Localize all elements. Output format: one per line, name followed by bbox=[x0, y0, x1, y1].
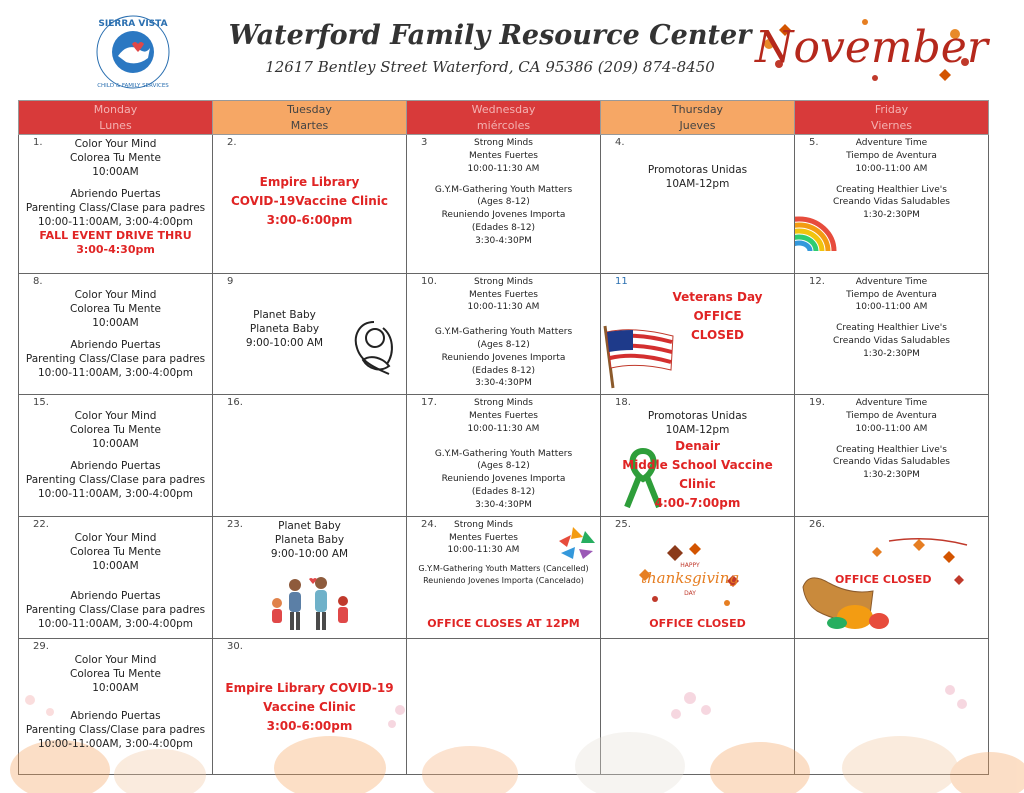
day-cell-30: 30. Empire Library COVID-19 Vaccine Clinic 3:00-6:00pm bbox=[213, 639, 407, 775]
header-thursday: Thursday Jueves bbox=[601, 101, 795, 135]
header-friday: Friday Viernes bbox=[795, 101, 989, 135]
month-banner bbox=[755, 14, 988, 84]
colorful-hands-icon bbox=[553, 521, 599, 561]
week-row bbox=[19, 135, 989, 274]
day-cell-29: 29. Color Your Mind Colorea Tu Mente 10:00AM Abriendo Puertas Parenting Class/Clase para padres 10:00-11:00AM, 3:00-4:00pm bbox=[19, 639, 213, 775]
fall-event-time: 3:00-4:30pm bbox=[76, 243, 155, 257]
day-cell-12: 12. Adventure Time Tiempo de Aventura 10:00-11:00 AM Creating Healthier Live's Creando Vidas Saludables 1:30-2:30PM bbox=[795, 273, 989, 395]
day-cell-26: 26. OFFICE CLOSED bbox=[795, 516, 989, 639]
address-line: 12617 Bentley Street Waterford, CA 95386 (209) 874-8450 bbox=[265, 58, 715, 76]
rainbow-icon bbox=[795, 213, 840, 253]
day-cell-8: 8. Color Your Mind Colorea Tu Mente 10:00AM Abriendo Puertas Parenting Class/Clase para padres 10:00-11:00AM, 3:00-4:00pm bbox=[19, 273, 213, 395]
day-cell-2: 2. Empire Library COVID-19Vaccine Clinic 3:00-6:00pm bbox=[213, 135, 407, 274]
day-cell-24: 24. Strong Minds Mentes Fuertes 10:00-11:30 AM G.Y.M-Gathering Youth Matters (Cancelled) Reuniendo Jovenes Importa (Cancelado) OFFICE CLOSES AT 12PM bbox=[407, 516, 601, 639]
svg-text:HAPPY: HAPPY bbox=[680, 561, 700, 569]
day-cell-23: 23. Planet Baby Planeta Baby 9:00-10:00 AM bbox=[213, 516, 407, 639]
day-cell-15: 15. Color Your Mind Colorea Tu Mente 10:00AM Abriendo Puertas Parenting Class/Clase para padres 10:00-11:00AM, 3:00-4:00pm bbox=[19, 395, 213, 517]
day-cell-19: 19. Adventure Time Tiempo de Aventura 10:00-11:00 AM Creating Healthier Live's Creando Vidas Saludables 1:30-2:30PM bbox=[795, 395, 989, 517]
day-cell-4: 4. Promotoras Unidas 10AM-12pm bbox=[601, 135, 795, 274]
office-closes-noon: OFFICE CLOSES AT 12PM bbox=[427, 616, 580, 630]
fall-event-title: FALL EVENT DRIVE THRU bbox=[39, 229, 192, 243]
week-row bbox=[19, 516, 989, 639]
american-flag-icon bbox=[601, 322, 680, 390]
header-tuesday: Tuesday Martes bbox=[213, 101, 407, 135]
page-title: Waterford Family Resource Center bbox=[228, 20, 752, 51]
office-closed-26: OFFICE CLOSED bbox=[835, 572, 932, 586]
day-cell-11: 11 Veterans Day OFFICE CLOSED bbox=[601, 273, 795, 395]
day-cell-1: 1. Color Your Mind Colorea Tu Mente 10:00AM Abriendo Puertas Parenting Class/Clase para padres 10:00-11:00AM, 3:00-4:00pm FALL EVENT DRIVE THRU 3:00-4:30pm bbox=[19, 135, 213, 274]
logo-bottom-text: CHILD & FAMILY SERVICES bbox=[97, 83, 169, 89]
day-cell-22: 22. Color Your Mind Colorea Tu Mente 10:00AM Abriendo Puertas Parenting Class/Clase para padres 10:00-11:00AM, 3:00-4:00pm bbox=[19, 516, 213, 639]
day-cell-25: 25. HAPPY thanksgiving DAY OFFICE CLOSED bbox=[601, 516, 795, 639]
day-cell-empty-a bbox=[407, 639, 601, 775]
svg-text:thanksgiving: thanksgiving bbox=[640, 568, 740, 587]
family-icon bbox=[265, 577, 365, 633]
mother-baby-icon bbox=[349, 318, 399, 380]
day-cell-empty-b bbox=[601, 639, 795, 775]
day-cell-16: 16. bbox=[213, 395, 407, 517]
week-row bbox=[19, 273, 989, 395]
day-cell-10: 10. Strong Minds Mentes Fuertes 10:00-11:30 AM G.Y.M-Gathering Youth Matters (Ages 8-12) Reuniendo Jovenes Importa (Edades 8-12) 3:30-4:30PM bbox=[407, 273, 601, 395]
day-cell-empty-c bbox=[795, 639, 989, 775]
month-title: November bbox=[755, 22, 988, 73]
week-row bbox=[19, 639, 989, 775]
day-cell-5: 5. Adventure Time Tiempo de Aventura 10:00-11:00 AM Creating Healthier Live's Creando Vidas Saludables 1:30-2:30PM bbox=[795, 135, 989, 274]
header-wednesday: Wednesday miércoles bbox=[407, 101, 601, 135]
header-monday: Monday Lunes bbox=[19, 101, 213, 135]
logo-top-text: SIERRA VISTA bbox=[98, 19, 168, 29]
day-cell-17: 17. Strong Minds Mentes Fuertes 10:00-11:30 AM G.Y.M-Gathering Youth Matters (Ages 8-12) Reuniendo Jovenes Importa (Edades 8-12) 3:30-4:30PM bbox=[407, 395, 601, 517]
week-row bbox=[19, 395, 989, 517]
day-cell-9: 9 Planet Baby Planeta Baby 9:00-10:00 AM bbox=[213, 273, 407, 395]
thanksgiving-icon bbox=[635, 539, 745, 611]
calendar-grid bbox=[18, 100, 989, 775]
weekday-header-row bbox=[19, 101, 989, 135]
day-cell-3: 3 Strong Minds Mentes Fuertes 10:00-11:30 AM G.Y.M-Gathering Youth Matters (Ages 8-12) Reuniendo Jovenes Importa (Edades 8-12) 3:30-4:30PM bbox=[407, 135, 601, 274]
day-cell-18: 18. Promotoras Unidas 10AM-12pm Denair Middle School Vaccine Clinic 4:00-7:00pm bbox=[601, 395, 795, 517]
svg-text:DAY: DAY bbox=[684, 589, 696, 597]
page-header bbox=[0, 0, 1024, 98]
sierra-vista-logo bbox=[88, 12, 178, 92]
office-closed-25: OFFICE CLOSED bbox=[649, 616, 746, 630]
